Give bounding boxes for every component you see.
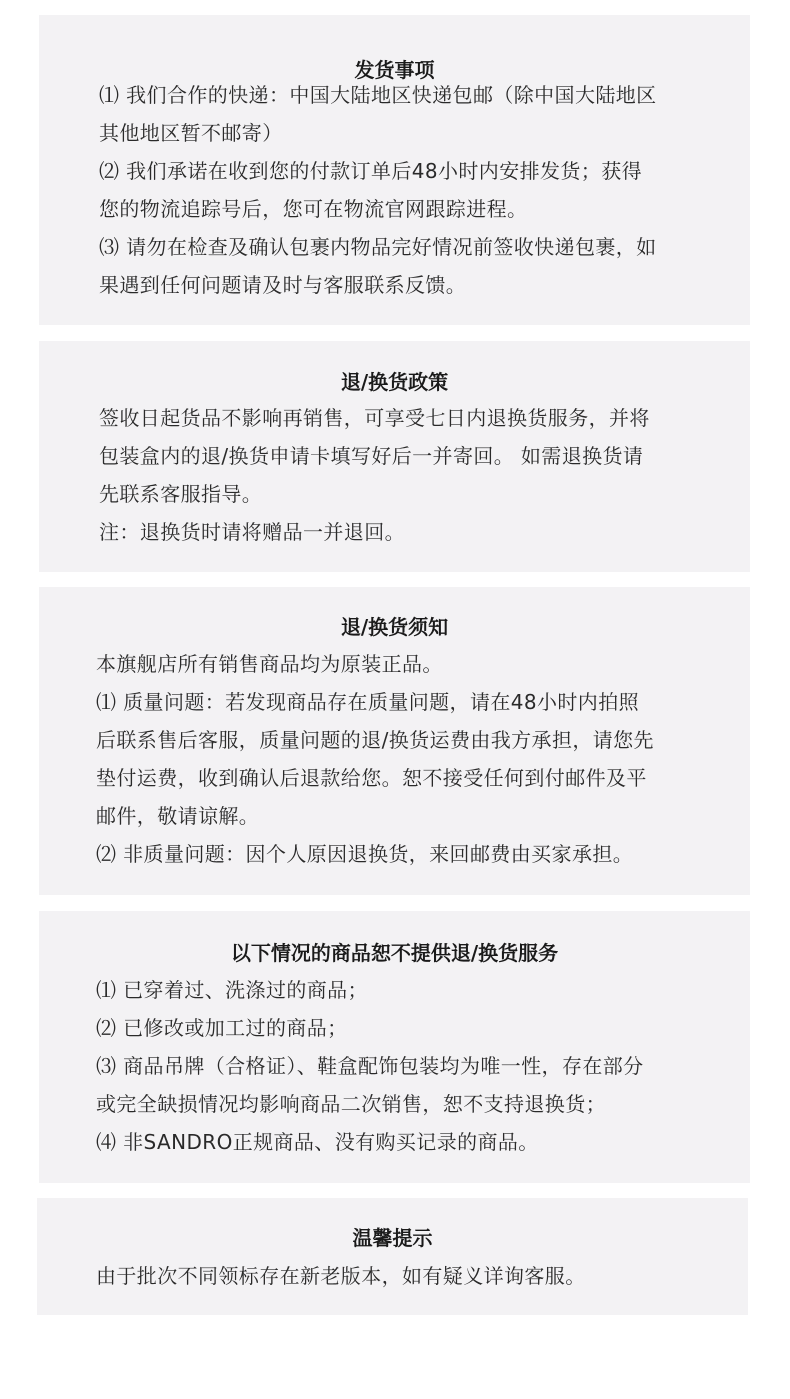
no-return-line: ⑶ 商品吊牌（合格证）、鞋盒配饰包装均为唯一性，存在部分: [96, 1054, 644, 1078]
shipping-line: 果遇到任何问题请及时与客服联系反馈。: [99, 273, 467, 297]
return-notes-line: 邮件，敬请谅解。: [96, 804, 260, 828]
tips-body: [96, 1257, 741, 1295]
shipping-line: 您的物流追踪号后，您可在物流官网跟踪进程。: [99, 197, 528, 221]
no-return-line: ⑵ 已修改或加工过的商品；: [96, 1016, 348, 1040]
return-policy-title: 退/换货政策: [340, 370, 449, 394]
return-notes-line: ⑴ 质量问题：若发现商品存在质量问题，请在48小时内拍照: [96, 690, 640, 714]
shipping-line: ⑴ 我们合作的快递：中国大陆地区快递包邮（除中国大陆地区: [99, 83, 657, 107]
return-notes-body: [96, 645, 741, 873]
return-policy-line: 先联系客服指导。: [99, 482, 263, 506]
no-return-line: ⑴ 已穿着过、洗涤过的商品；: [96, 978, 368, 1002]
return-policy-line: 包装盒内的退/换货申请卡填写好后一并寄回。 如需退换货请: [99, 444, 644, 468]
shipping-line: ⑶ 请勿在检查及确认包裹内物品完好情况前签收快递包裹，如: [99, 235, 657, 259]
no-return-cases-card: [39, 911, 750, 1183]
no-return-line: ⑷ 非SANDRO正规商品、没有购买记录的商品。: [96, 1130, 539, 1154]
no-return-cases-title: 以下情况的商品恕不提供退/换货服务: [230, 941, 559, 965]
shipping-line: ⑵ 我们承诺在收到您的付款订单后48小时内安排发货；获得: [99, 159, 643, 183]
return-policy-line: 注：退换货时请将赠品一并退回。: [99, 520, 405, 544]
shipping-notice-title: 发货事项: [354, 58, 435, 82]
return-policy-line: 签收日起货品不影响再销售，可享受七日内退换货服务，并将: [99, 406, 650, 430]
tips-title: 温馨提示: [352, 1226, 433, 1250]
return-notes-line: ⑵ 非质量问题：因个人原因退换货，来回邮费由买家承担。: [96, 842, 634, 866]
return-policy-body: [99, 399, 739, 551]
no-return-cases-body: [96, 971, 741, 1161]
tips-line: 由于批次不同领标存在新老版本，如有疑义详询客服。: [96, 1264, 586, 1288]
shipping-line: 其他地区暂不邮寄）: [99, 121, 283, 145]
no-return-line: 或完全缺损情况均影响商品二次销售，恕不支持退换货；: [96, 1092, 606, 1116]
shipping-notice-body: [99, 76, 739, 304]
return-notes-card: [39, 587, 750, 895]
tips-card: [37, 1198, 748, 1315]
return-notes-line: 垫付运费，收到确认后退款给您。恕不接受任何到付邮件及平: [96, 766, 647, 790]
shipping-notice-card: [39, 15, 750, 325]
return-policy-card: [39, 341, 750, 572]
return-notes-title: 退/换货须知: [340, 615, 449, 639]
return-notes-line: 后联系售后客服，质量问题的退/换货运费由我方承担，请您先: [96, 728, 654, 752]
return-notes-line: 本旗舰店所有销售商品均为原装正品。: [96, 652, 443, 676]
